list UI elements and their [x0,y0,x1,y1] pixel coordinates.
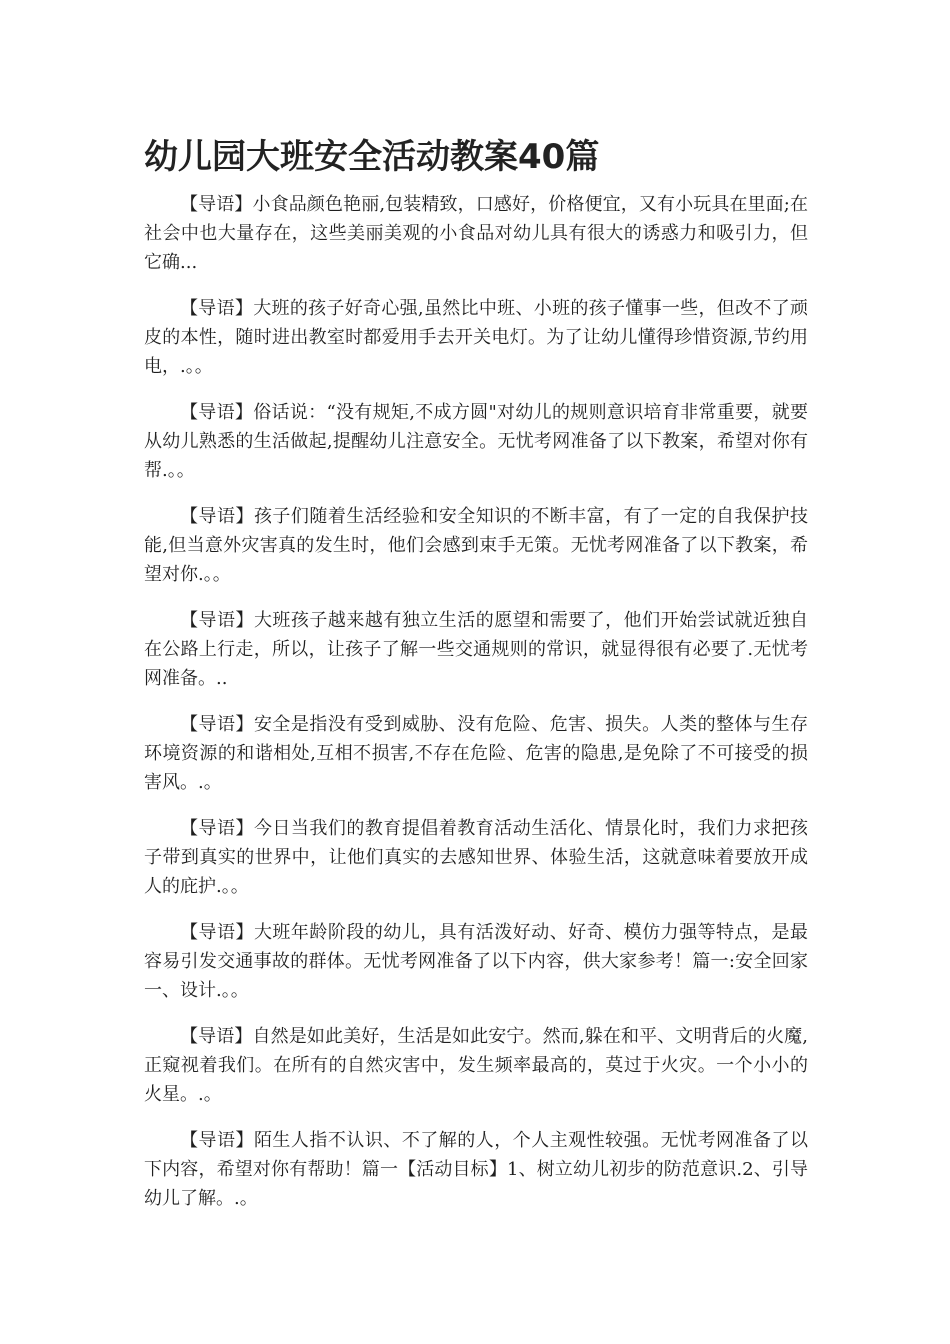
page-title: 幼儿园大班安全活动教案40篇 [144,137,600,177]
document-page [144,134,808,1230]
paragraph: 【导语】安全是指没有受到威胁、没有危险、危害、损失。人类的整体与生存环境资源的和谐相处,互相不损害,不存在危险、危害的隐患,是免除了不可接受的损害风。.。 [144,714,808,793]
paragraph: 【导语】小食品颜色艳丽,包装精致，口感好，价格便宜，又有小玩具在里面;在社会中也大量存在，这些美丽美观的小食品对幼儿具有很大的诱惑力和吸引力，但它确... [144,194,808,273]
paragraph: 【导语】陌生人指不认识、不了解的人，个人主观性较强。无忧考网准备了以下内容，希望对你有帮助！篇一【活动目标】1、树立幼儿初步的防范意识.2、引导幼儿了解。.。 [144,1130,808,1209]
paragraph: 【导语】自然是如此美好，生活是如此安宁。然而,躲在和平、文明背后的火魔,正窥视着我们。在所有的自然灾害中，发生频率最高的，莫过于火灾。一个小小的火星。.。 [144,1026,808,1105]
paragraph: 【导语】大班的孩子好奇心强,虽然比中班、小班的孩子懂事一些，但改不了顽皮的本性，随时进出教室时都爱用手去开关电灯。为了让幼儿懂得珍惜资源,节约用电，.。。 [144,298,808,377]
paragraph: 【导语】大班孩子越来越有独立生活的愿望和需要了，他们开始尝试就近独自在公路上行走，所以，让孩子了解一些交通规则的常识，就显得很有必要了.无忧考网准备。.. [144,610,808,689]
paragraph: 【导语】今日当我们的教育提倡着教育活动生活化、情景化时，我们力求把孩子带到真实的世界中，让他们真实的去感知世界、体验生活，这就意味着要放开成人的庇护.。。 [144,818,808,897]
paragraph: 【导语】孩子们随着生活经验和安全知识的不断丰富，有了一定的自我保护技能,但当意外灾害真的发生时，他们会感到束手无策。无忧考网准备了以下教案，希望对你.。。 [144,506,808,585]
paragraph: 【导语】大班年龄阶段的幼儿，具有活泼好动、好奇、模仿力强等特点，是最容易引发交通事故的群体。无忧考网准备了以下内容，供大家参考！篇一:安全回家一、设计.。。 [144,922,808,1001]
paragraph: 【导语】俗话说：“没有规矩,不成方圆"对幼儿的规则意识培育非常重要，就要从幼儿熟悉的生活做起,提醒幼儿注意安全。无忧考网准备了以下教案，希望对你有帮.。。 [144,402,808,481]
